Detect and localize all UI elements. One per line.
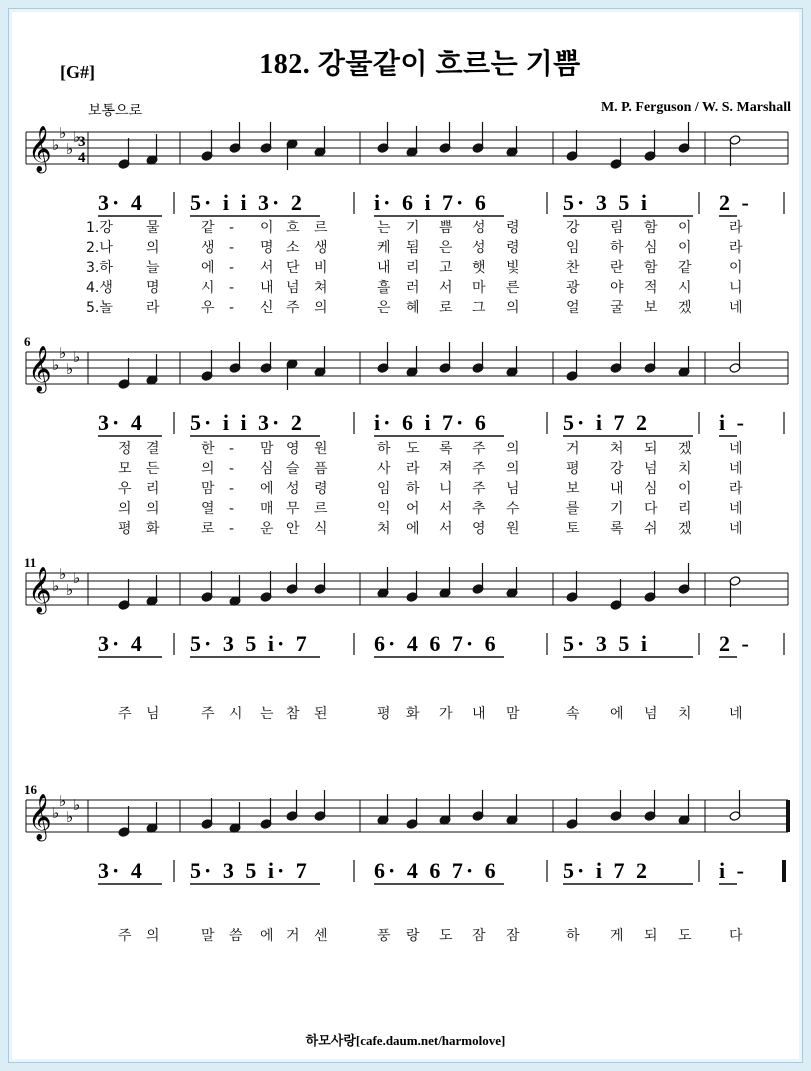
- lyric-syllable: 찬: [566, 260, 580, 276]
- lyric-syllable: 쁨: [439, 220, 453, 236]
- lyric-syllable: 같: [678, 260, 692, 276]
- lyric-syllable: -: [229, 280, 235, 296]
- lyric-syllable: -: [229, 501, 235, 517]
- lyric-syllable: 른: [506, 280, 520, 296]
- lyric-syllable: 도: [406, 441, 420, 457]
- treble-clef-icon: 𝄞: [28, 567, 52, 613]
- lyric-syllable: 쉬: [644, 521, 658, 537]
- jianpu-group: 3· 4: [98, 858, 145, 883]
- lyric-syllable: 하: [377, 441, 391, 457]
- lyric-syllable: 네: [729, 441, 743, 457]
- lyric-syllable: 명: [146, 280, 160, 296]
- lyric-syllable: 정: [118, 441, 132, 457]
- lyric-syllable: 슬: [286, 461, 300, 477]
- flat-icon: ♭: [73, 796, 81, 814]
- lyric-syllable: 져: [439, 461, 453, 477]
- lyric-syllable: 픔: [314, 461, 328, 477]
- jianpu-group: i· 6 i 7· 6: [374, 190, 489, 215]
- lyric-syllable: -: [229, 300, 235, 316]
- lyric-syllable: 속: [566, 706, 580, 722]
- lyric-syllable: 네: [729, 501, 743, 517]
- lyric-syllable: 이: [678, 220, 692, 236]
- tempo-marking: 보통으로: [88, 103, 143, 119]
- lyric-syllable: 참: [286, 706, 300, 722]
- lyric-syllable: 생: [314, 240, 328, 256]
- lyric-syllable: 익: [377, 501, 391, 517]
- lyric-syllable: 물: [146, 220, 160, 236]
- lyric-syllable: 령: [506, 220, 520, 236]
- lyric-syllable: 흘: [377, 280, 391, 296]
- flat-icon: ♭: [59, 565, 67, 583]
- lyric-syllable: 이: [678, 481, 692, 497]
- lyric-syllable: 평: [377, 706, 391, 722]
- lyric-syllable: 식: [314, 521, 328, 537]
- lyric-syllable: 내: [472, 706, 486, 722]
- jianpu-group: 5· i i 3· 2: [190, 410, 305, 435]
- lyric-syllable: 우: [201, 300, 215, 316]
- lyric-syllable: 비: [314, 260, 328, 276]
- lyric-syllable: 치: [678, 706, 692, 722]
- flat-icon: ♭: [52, 804, 60, 822]
- lyric-syllable: 주: [201, 706, 215, 722]
- lyric-syllable: 다: [644, 501, 658, 517]
- lyric-syllable: 빛: [506, 260, 520, 276]
- lyric-syllable: 햇: [472, 260, 486, 276]
- lyric-syllable: 이: [678, 240, 692, 256]
- lyric-syllable: 혜: [406, 300, 420, 316]
- lyric-syllable: 심: [644, 481, 658, 497]
- lyric-syllable: 르: [314, 501, 328, 517]
- lyric-syllable: 든: [146, 461, 160, 477]
- lyric-syllable: 매: [260, 501, 274, 517]
- lyric-syllable: 의: [146, 240, 160, 256]
- lyric-syllable: 얼: [566, 300, 580, 316]
- lyric-syllable: 주: [472, 441, 486, 457]
- time-signature-bottom: 4: [78, 150, 86, 166]
- lyric-syllable: 넘: [644, 706, 658, 722]
- lyric-syllable: 풍: [377, 928, 391, 944]
- lyric-syllable: 거: [286, 928, 300, 944]
- lyric-syllable: 넘: [644, 461, 658, 477]
- lyric-syllable: 되: [644, 928, 658, 944]
- lyric-syllable: 에: [260, 481, 274, 497]
- jianpu-group: i -: [719, 858, 747, 883]
- lyric-syllable: 에: [260, 928, 274, 944]
- lyric-syllable: 무: [286, 501, 300, 517]
- lyric-syllable: 신: [260, 300, 274, 316]
- lyric-syllable: 의: [146, 501, 160, 517]
- lyric-syllable: 내: [260, 280, 274, 296]
- lyric-syllable: 3.하: [86, 260, 113, 276]
- lyric-syllable: 는: [377, 220, 391, 236]
- lyric-syllable: 시: [678, 280, 692, 296]
- lyric-syllable: 수: [506, 501, 520, 517]
- jianpu-group: 5· 3 5 i· 7: [190, 631, 310, 656]
- lyric-syllable: 기: [406, 220, 420, 236]
- hymn-title: 182. 강물같이 흐르는 기쁨: [259, 49, 581, 80]
- lyric-syllable: 주: [118, 928, 132, 944]
- lyric-syllable: 안: [286, 521, 300, 537]
- composer-credit: M. P. Ferguson / W. S. Marshall: [600, 100, 791, 115]
- lyric-syllable: 추: [472, 501, 486, 517]
- lyric-syllable: 성: [472, 220, 486, 236]
- lyric-syllable: 심: [260, 461, 274, 477]
- lyric-syllable: 처: [610, 441, 624, 457]
- jianpu-group: 6· 4 6 7· 6: [374, 631, 499, 656]
- jianpu-group: 5· 3 5 i: [563, 190, 650, 215]
- lyric-syllable: 의: [506, 300, 520, 316]
- lyric-syllable: 가: [439, 706, 453, 722]
- lyric-syllable: 내: [377, 260, 391, 276]
- lyric-syllable: 쳐: [314, 280, 328, 296]
- flat-icon: ♭: [73, 128, 81, 146]
- lyric-syllable: 록: [610, 521, 624, 537]
- lyric-syllable: 사: [377, 461, 391, 477]
- lyric-syllable: 님: [146, 706, 160, 722]
- flat-icon: ♭: [59, 344, 67, 362]
- lyric-syllable: 님: [506, 481, 520, 497]
- jianpu-group: 2 -: [719, 190, 752, 215]
- lyric-syllable: 한: [201, 441, 215, 457]
- lyric-syllable: 잠: [506, 928, 520, 944]
- lyric-syllable: 에: [406, 521, 420, 537]
- lyric-syllable: -: [229, 461, 235, 477]
- jianpu-group: 5· 3 5 i· 7: [190, 858, 310, 883]
- lyric-syllable: 주: [118, 706, 132, 722]
- lyric-syllable: 굴: [610, 300, 624, 316]
- lyric-syllable: 잠: [472, 928, 486, 944]
- lyric-syllable: 로: [439, 300, 453, 316]
- lyric-syllable: 록: [439, 441, 453, 457]
- lyric-syllable: 은: [439, 240, 453, 256]
- lyric-syllable: 임: [566, 240, 580, 256]
- lyric-syllable: 겠: [678, 521, 692, 537]
- lyric-syllable: 같: [201, 220, 215, 236]
- lyric-syllable: 란: [610, 260, 624, 276]
- flat-icon: ♭: [66, 140, 74, 158]
- jianpu-group: 3· 4: [98, 410, 145, 435]
- lyric-syllable: 의: [314, 300, 328, 316]
- lyric-syllable: 이: [260, 220, 274, 236]
- lyric-syllable: 고: [439, 260, 453, 276]
- jianpu-group: 2 -: [719, 631, 752, 656]
- measure-number: 11: [24, 555, 37, 570]
- lyric-syllable: 생: [201, 240, 215, 256]
- footer-credit: 하모사랑[cafe.daum.net/harmolove]: [305, 1033, 506, 1048]
- lyric-syllable: 도: [439, 928, 453, 944]
- measure-number: 6: [24, 334, 31, 349]
- lyric-syllable: 로: [201, 521, 215, 537]
- lyric-syllable: 서: [260, 260, 274, 276]
- lyric-syllable: 함: [644, 260, 658, 276]
- lyric-syllable: 평: [566, 461, 580, 477]
- jianpu-group: 5· i 7 2: [563, 410, 650, 435]
- flat-icon: ♭: [73, 569, 81, 587]
- lyric-syllable: 된: [314, 706, 328, 722]
- lyric-syllable: 의: [506, 441, 520, 457]
- lyric-syllable: 영: [472, 521, 486, 537]
- jianpu-group: i· 6 i 7· 6: [374, 410, 489, 435]
- lyric-syllable: -: [229, 240, 235, 256]
- lyric-syllable: 성: [472, 240, 486, 256]
- lyric-syllable: 마: [472, 280, 486, 296]
- flat-icon: ♭: [52, 356, 60, 374]
- lyric-syllable: 성: [286, 481, 300, 497]
- lyric-syllable: 도: [678, 928, 692, 944]
- key-signature-label: [G#]: [60, 62, 95, 82]
- lyric-syllable: 겠: [678, 441, 692, 457]
- lyric-syllable: 는: [260, 706, 274, 722]
- lyric-syllable: 보: [566, 481, 580, 497]
- lyric-syllable: 넘: [286, 280, 300, 296]
- flat-icon: ♭: [52, 136, 60, 154]
- lyric-syllable: 의: [146, 928, 160, 944]
- jianpu-group: 3· 4: [98, 190, 145, 215]
- flat-icon: ♭: [66, 581, 74, 599]
- lyric-syllable: 다: [729, 928, 743, 944]
- lyric-syllable: 함: [644, 220, 658, 236]
- lyric-syllable: 씀: [229, 928, 243, 944]
- lyric-syllable: 니: [729, 280, 743, 296]
- jianpu-group: 5· i 7 2: [563, 858, 650, 883]
- lyric-syllable: 시: [229, 706, 243, 722]
- lyric-syllable: 치: [678, 461, 692, 477]
- lyric-syllable: 소: [286, 240, 300, 256]
- lyric-syllable: 처: [377, 521, 391, 537]
- lyric-syllable: 보: [644, 300, 658, 316]
- jianpu-group: 3· 4: [98, 631, 145, 656]
- lyric-syllable: 원: [506, 521, 520, 537]
- lyric-syllable: 결: [146, 441, 160, 457]
- jianpu-group: i -: [719, 410, 747, 435]
- lyric-syllable: 이: [729, 260, 743, 276]
- lyric-syllable: 주: [472, 481, 486, 497]
- lyric-syllable: 광: [566, 280, 580, 296]
- lyric-syllable: 네: [729, 300, 743, 316]
- flat-icon: ♭: [59, 792, 67, 810]
- lyric-syllable: 케: [377, 240, 391, 256]
- flat-icon: ♭: [66, 808, 74, 826]
- lyric-syllable: 어: [406, 501, 420, 517]
- lyric-syllable: 그: [472, 300, 486, 316]
- lyric-syllable: 서: [439, 501, 453, 517]
- lyric-syllable: -: [229, 260, 235, 276]
- lyric-syllable: 야: [610, 280, 624, 296]
- lyric-syllable: 네: [729, 706, 743, 722]
- lyric-syllable: 거: [566, 441, 580, 457]
- lyric-syllable: 5.놀: [86, 300, 113, 316]
- lyric-syllable: 라: [729, 481, 743, 497]
- lyric-syllable: 강: [566, 220, 580, 236]
- lyric-syllable: 우: [118, 481, 132, 497]
- lyric-syllable: 늘: [146, 260, 160, 276]
- lyric-syllable: 원: [314, 441, 328, 457]
- lyric-syllable: -: [229, 220, 235, 236]
- lyric-syllable: 겠: [678, 300, 692, 316]
- jianpu-group: 5· 3 5 i: [563, 631, 650, 656]
- lyric-syllable: 평: [118, 521, 132, 537]
- lyric-syllable: 주: [472, 461, 486, 477]
- lyric-syllable: -: [229, 441, 235, 457]
- lyric-syllable: 리: [146, 481, 160, 497]
- lyric-syllable: 말: [201, 928, 215, 944]
- lyric-syllable: 임: [377, 481, 391, 497]
- lyric-syllable: 서: [439, 521, 453, 537]
- time-signature-top: 3: [78, 134, 86, 150]
- jianpu-group: 5· i i 3· 2: [190, 190, 305, 215]
- lyric-syllable: 단: [286, 260, 300, 276]
- lyric-syllable: 네: [729, 521, 743, 537]
- lyric-syllable: 기: [610, 501, 624, 517]
- measure-number: 16: [24, 782, 37, 797]
- lyric-syllable: 영: [286, 441, 300, 457]
- lyric-syllable: 명: [260, 240, 274, 256]
- jianpu-group: 6· 4 6 7· 6: [374, 858, 499, 883]
- treble-clef-icon: 𝄞: [28, 794, 52, 840]
- lyric-syllable: 르: [314, 220, 328, 236]
- lyric-syllable: 맘: [201, 481, 215, 497]
- lyric-syllable: 리: [406, 260, 420, 276]
- lyric-syllable: 하: [406, 481, 420, 497]
- lyric-syllable: 라: [146, 300, 160, 316]
- lyric-syllable: 시: [201, 280, 215, 296]
- lyric-syllable: 모: [118, 461, 132, 477]
- lyric-syllable: 에: [201, 260, 215, 276]
- lyric-syllable: 맘: [260, 441, 274, 457]
- lyric-syllable: 하: [610, 240, 624, 256]
- lyric-syllable: 령: [506, 240, 520, 256]
- lyric-syllable: 림: [610, 220, 624, 236]
- lyric-syllable: -: [229, 481, 235, 497]
- treble-clef-icon: 𝄞: [28, 346, 52, 392]
- lyric-syllable: 심: [644, 240, 658, 256]
- lyric-syllable: 리: [678, 501, 692, 517]
- lyric-syllable: 화: [146, 521, 160, 537]
- lyric-syllable: 러: [406, 280, 420, 296]
- lyric-syllable: 토: [566, 521, 580, 537]
- lyric-syllable: 니: [439, 481, 453, 497]
- lyric-syllable: 의: [201, 461, 215, 477]
- flat-icon: ♭: [66, 360, 74, 378]
- treble-clef-icon: 𝄞: [28, 126, 52, 172]
- lyric-syllable: 열: [201, 501, 215, 517]
- lyric-syllable: 4.생: [86, 280, 113, 296]
- lyric-syllable: 게: [610, 928, 624, 944]
- lyric-syllable: 주: [286, 300, 300, 316]
- lyric-syllable: 내: [610, 481, 624, 497]
- lyric-syllable: 1.강: [86, 220, 113, 236]
- lyric-syllable: 랑: [406, 928, 420, 944]
- lyric-syllable: 강: [610, 461, 624, 477]
- flat-icon: ♭: [52, 577, 60, 595]
- lyric-syllable: 은: [377, 300, 391, 316]
- lyric-syllable: 맘: [506, 706, 520, 722]
- lyric-syllable: 에: [610, 706, 624, 722]
- lyric-syllable: 적: [644, 280, 658, 296]
- lyric-syllable: 령: [314, 481, 328, 497]
- lyric-syllable: 라: [729, 220, 743, 236]
- lyric-syllable: 라: [729, 240, 743, 256]
- lyric-syllable: 흐: [286, 220, 300, 236]
- lyric-syllable: 의: [118, 501, 132, 517]
- lyric-syllable: 2.나: [86, 240, 113, 256]
- lyric-syllable: 하: [566, 928, 580, 944]
- lyric-syllable: 되: [644, 441, 658, 457]
- lyric-syllable: 화: [406, 706, 420, 722]
- lyric-syllable: 됨: [406, 240, 420, 256]
- lyric-syllable: 네: [729, 461, 743, 477]
- flat-icon: ♭: [73, 348, 81, 366]
- lyric-syllable: 센: [314, 928, 328, 944]
- lyric-syllable: 를: [566, 501, 580, 517]
- lyric-syllable: 의: [506, 461, 520, 477]
- lyric-syllable: -: [229, 521, 235, 537]
- lyric-syllable: 서: [439, 280, 453, 296]
- lyric-syllable: 라: [406, 461, 420, 477]
- lyric-syllable: 운: [260, 521, 274, 537]
- flat-icon: ♭: [59, 124, 67, 142]
